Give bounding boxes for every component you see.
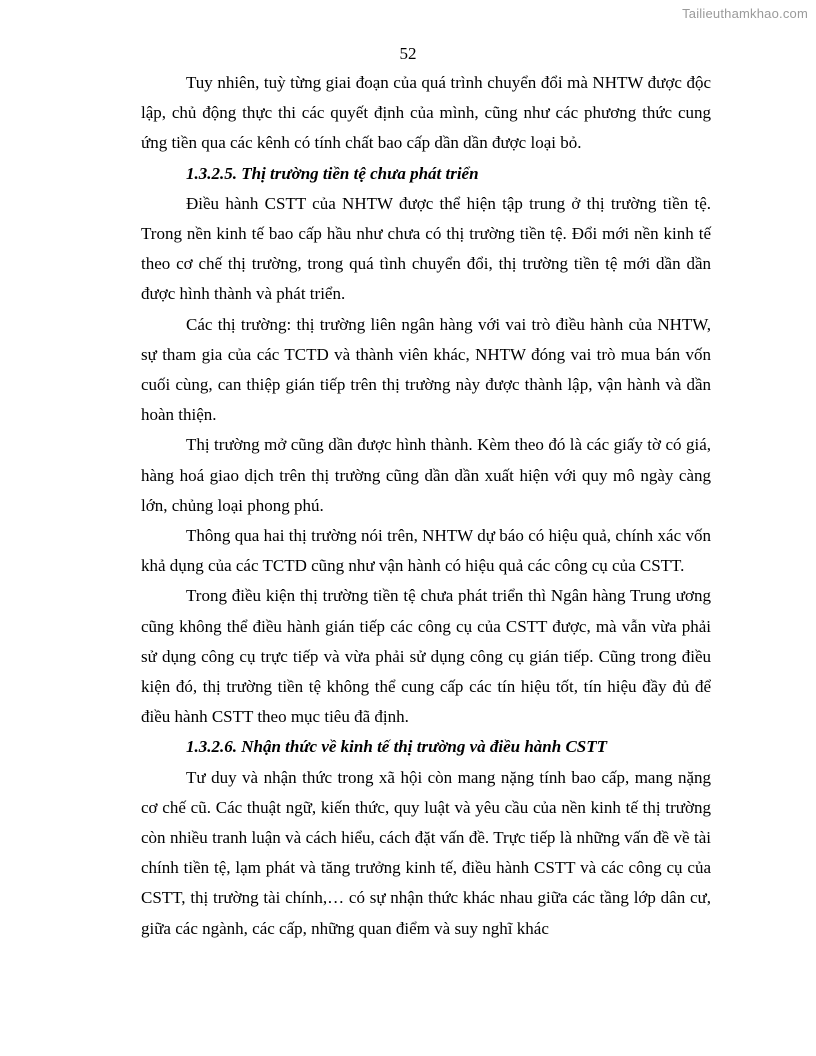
document-body <box>141 68 711 944</box>
section-heading-1-3-2-6: 1.3.2.6. Nhận thức về kinh tế thị trường và điều hành CSTT <box>186 737 608 757</box>
paragraph: Các thị trường: thị trường liên ngân hàng với vai trò điều hành của NHTW, sự tham gia của các TCTD và thành viên khác, NHTW đóng vai trò mua bán vốn cuối cùng, can thiệp gián tiếp trên thị trường này được thành lập, vận hành và dần hoàn thiện. <box>141 314 711 425</box>
watermark-text: Tailieuthamkhao.com <box>682 6 808 21</box>
paragraph: Trong điều kiện thị trường tiền tệ chưa phát triển thì Ngân hàng Trung ương cũng không thể điều hành gián tiếp các công cụ của CSTT được, mà vẫn vừa phải sử dụng công cụ trực tiếp và vừa phải sử dụng công cụ gián tiếp. Cũng trong điều kiện đó, thị trường tiền tệ không thể cung cấp các tín hiệu tốt, tín hiệu đầy đủ để điều hành CSTT theo mục tiêu đã định. <box>141 586 711 727</box>
paragraph: Tư duy và nhận thức trong xã hội còn mang nặng tính bao cấp, mang nặng cơ chế cũ. Các thuật ngữ, kiến thức, quy luật và yêu cầu của nền kinh tế thị trường còn nhiều tranh luận và cách hiểu, cách đặt vấn đề. Trực tiếp là những vấn đề về tài chính tiền tệ, lạm phát và tăng trưởng kinh tế, điều hành CSTT và các công cụ của CSTT, thị trường tài chính,… có sự nhận thức khác nhau giữa các tầng lớp dân cư, giữa các ngành, các cấp, những quan điểm và suy nghĩ khác <box>141 767 711 938</box>
paragraph: Thị trường mở cũng dần được hình thành. Kèm theo đó là các giấy tờ có giá, hàng hoá giao dịch trên thị trường cũng dần dần xuất hiện với quy mô ngày càng lớn, chủng loại phong phú. <box>141 435 711 515</box>
paragraph: Tuy nhiên, tuỳ từng giai đoạn của quá trình chuyển đổi mà NHTW được độc lập, chủ động thực thi các quyết định của mình, cũng như các phương thức cung ứng tiền qua các kênh có tính chất bao cấp dần dần được loại bỏ. <box>141 73 711 153</box>
page-number: 52 <box>399 44 417 63</box>
paragraph: Thông qua hai thị trường nói trên, NHTW dự báo có hiệu quả, chính xác vốn khả dụng của các TCTD cũng như vận hành có hiệu quả các công cụ của CSTT. <box>141 526 711 576</box>
paragraph: Điều hành CSTT của NHTW được thể hiện tập trung ở thị trường tiền tệ. Trong nền kinh tế bao cấp hầu như chưa có thị trường tiền tệ. Đổi mới nền kinh tế theo cơ chế thị trường, trong quá tình chuyển đổi, thị trường tiền tệ mới dần dần được hình thành và phát triển. <box>141 193 711 304</box>
section-heading-1-3-2-5: 1.3.2.5. Thị trường tiền tệ chưa phát triển <box>186 163 479 183</box>
